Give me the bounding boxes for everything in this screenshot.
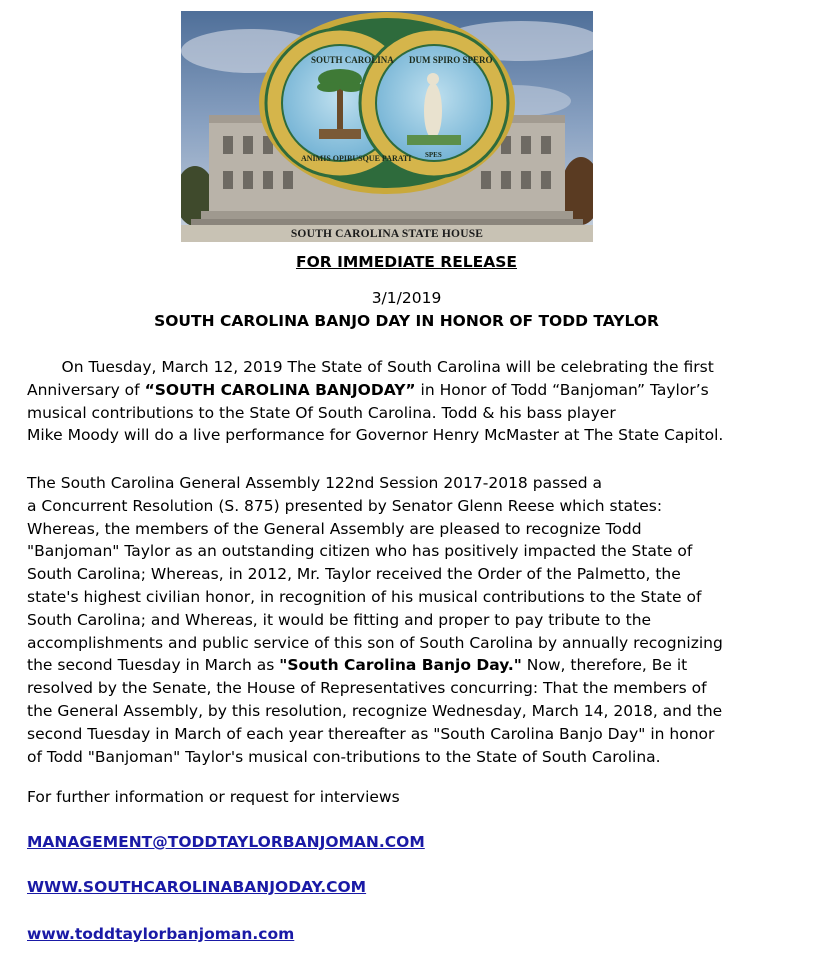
state-house-illustration — [181, 11, 593, 242]
para2-line-9 — [27, 654, 807, 677]
para2-line-6: state's highest civilian honor, in recognition of his musical contributions to the State of — [27, 587, 702, 606]
para2-line-8: accomplishments and public service of this son of South Carolina by annually recognizing — [27, 633, 723, 652]
seal-text-dum-spiro: DUM SPIRO SPERO — [409, 55, 493, 65]
email-link[interactable]: MANAGEMENT@TODDTAYLORBANJOMAN.COM — [27, 833, 425, 851]
release-label: FOR IMMEDIATE RELEASE — [295, 253, 518, 271]
banjo-day-emphasis: "South Carolina Banjo Day." — [279, 656, 522, 675]
seal-text-south-carolina: SOUTH CAROLINA — [311, 55, 394, 65]
seal-text-animis: ANIMIS OPIBUSQUE PARATI — [301, 154, 412, 163]
toddtaylor-website-link[interactable]: www.toddtaylorbanjoman.com — [27, 925, 295, 943]
para2-line-2: a Concurrent Resolution (S. 875) presented by Senator Glenn Reese which states: — [27, 496, 663, 515]
para2-line-1: The South Carolina General Assembly 122nd Session 2017-2018 passed a — [27, 474, 603, 492]
para2-line-11: the General Assembly, by this resolution, recognize Wednesday, March 14, 2018, and the — [27, 701, 723, 720]
para1-line — [27, 379, 807, 402]
para2-line-3: Whereas, the members of the General Assembly are pleased to recognize Todd — [27, 519, 642, 538]
para1-line-3: musical contributions to the State Of South Carolina. Todd & his bass player — [27, 403, 616, 422]
para2-line-4: "Banjoman" Taylor as an outstanding citizen who has positively impacted the State of — [27, 542, 693, 561]
release-date: 3/1/2019 — [371, 289, 442, 307]
para1-line-4: Mike Moody will do a live performance for Governor Henry McMaster at The State Capitol. — [27, 426, 724, 445]
para2-line-9a: the second Tuesday in March as — [27, 656, 280, 675]
para2-line-10: resolved by the Senate, the House of Representatives concurring: That the members of — [27, 679, 707, 698]
para1-line — [27, 356, 807, 379]
state-house-seal-image — [181, 11, 593, 242]
image-caption: SOUTH CAROLINA STATE HOUSE — [290, 228, 484, 240]
para2-line-13: of Todd "Banjoman" Taylor's musical con-tributions to the State of South Carolina. — [27, 747, 661, 766]
banjoday-website-link[interactable]: WWW.SOUTHCAROLINABANJODAY.COM — [27, 878, 367, 896]
banjoday-emphasis: “SOUTH CAROLINA BANJODAY” — [144, 380, 416, 399]
headline: SOUTH CAROLINA BANJO DAY IN HONOR OF TODD TAYLOR — [154, 312, 659, 330]
para1-line-1: On Tuesday, March 12, 2019 The State of South Carolina will be celebrating the first — [61, 358, 714, 376]
para1-line-2c: in Honor of Todd “Banjoman” Taylor’s — [415, 380, 709, 399]
paragraph-announcement — [27, 356, 807, 447]
paragraph-resolution — [27, 472, 807, 768]
para2-line-12: second Tuesday in March of each year thereafter as "South Carolina Banjo Day" in honor — [27, 724, 715, 743]
seal-text-spes: SPES — [425, 151, 442, 159]
para2-line-5: South Carolina; Whereas, in 2012, Mr. Taylor received the Order of the Palmetto, the — [27, 565, 681, 584]
para1-line-2a: Anniversary of — [27, 380, 145, 399]
contact-text: For further information or request for interviews — [27, 788, 400, 806]
para2-line-9c: Now, therefore, Be it — [521, 656, 688, 675]
para2-line-7: South Carolina; and Whereas, it would be fitting and proper to pay tribute to the — [27, 610, 652, 629]
